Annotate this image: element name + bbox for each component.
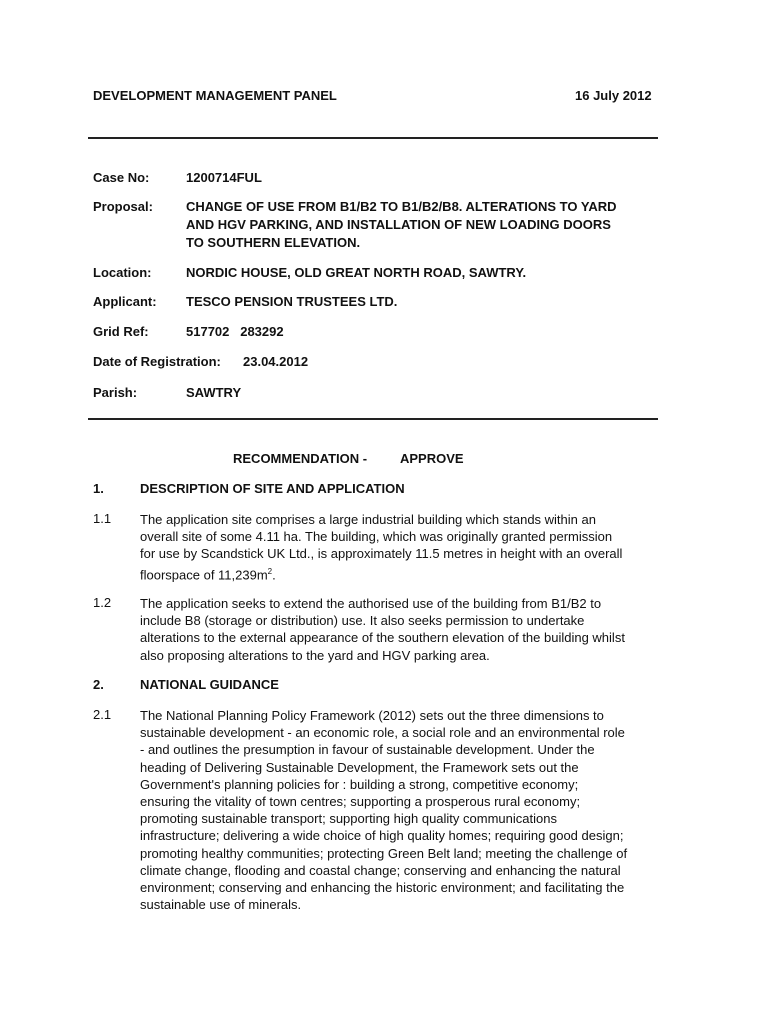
paragraph-line: The application seeks to extend the authorised use of the building from B1/B2 to — [140, 596, 602, 611]
divider-top — [88, 137, 658, 139]
paragraph-number: 1.2 — [93, 595, 112, 610]
paragraph-line: sustainable development - an economic role, a social role and an environmental role — [140, 725, 625, 741]
paragraph-line: ensuring the vitality of town centres; supporting a prosperous rural economy; — [140, 794, 581, 810]
proposal-line: TO SOUTHERN ELEVATION. — [186, 235, 361, 250]
grid-ref-value: 517702 283292 — [186, 324, 284, 339]
paragraph-line: for use by Scandstick UK Ltd., is approximately 11.5 metres in height with an overall — [140, 546, 623, 562]
floorspace-end: . — [272, 566, 276, 582]
paragraph-line: overall site of some 4.11 ha. The building, which was originally granted permission — [140, 529, 613, 545]
paragraph-line: climate change, flooding and coastal change; conserving and enhancing the natural — [140, 862, 621, 878]
paragraph-line: infrastructure; delivering a wide choice of high quality homes; requiring good design; — [140, 828, 624, 844]
divider-bottom — [88, 418, 658, 420]
paragraph-line: include B8 (storage or distribution) use. It also seeks permission to undertake — [140, 613, 585, 629]
case-no-value: 1200714FUL — [186, 170, 262, 185]
paragraph-body — [140, 707, 680, 913]
proposal-value — [186, 198, 666, 252]
paragraph-line: also proposing alterations to the yard and HGV parking area. — [140, 647, 490, 663]
paragraph-line: The National Planning Policy Framework (2012) sets out the three dimensions to — [140, 708, 604, 723]
paragraph-line: environment; conserving and enhancing the historic environment; and facilitating the — [140, 880, 625, 896]
proposal-line: AND HGV PARKING, AND INSTALLATION OF NEW LOADING DOORS — [186, 217, 611, 232]
case-no-label: Case No: — [93, 170, 150, 185]
superscript: 2 — [267, 566, 273, 576]
proposal-label: Proposal: — [93, 199, 153, 214]
panel-date: 16 July 2012 — [575, 88, 652, 103]
paragraph-line: Government's planning policies for : building a strong, competitive economy; — [140, 776, 579, 792]
applicant-label: Applicant: — [93, 294, 157, 309]
section-heading: NATIONAL GUIDANCE — [140, 677, 279, 692]
section-number: 1. — [93, 481, 104, 496]
grid-ref-label: Grid Ref: — [93, 324, 149, 339]
recommendation-value: APPROVE — [400, 451, 464, 466]
panel-title: DEVELOPMENT MANAGEMENT PANEL — [93, 88, 337, 103]
paragraph-number: 1.1 — [93, 511, 112, 526]
paragraph-line: promoting sustainable transport; supporting high quality communications — [140, 811, 557, 827]
proposal-line: CHANGE OF USE FROM B1/B2 TO B1/B2/B8. ALTERATIONS TO YARD — [186, 199, 617, 214]
recommendation-label: RECOMMENDATION - — [233, 451, 368, 466]
paragraph-body — [140, 511, 680, 583]
paragraph-number: 2.1 — [93, 707, 112, 722]
location-label: Location: — [93, 265, 152, 280]
parish-value: SAWTRY — [186, 385, 242, 400]
paragraph-line: alterations to the external appearance of the southern elevation of the building whilst — [140, 630, 625, 646]
applicant-value: TESCO PENSION TRUSTEES LTD. — [186, 294, 398, 309]
floorspace-text: floorspace of 11,239m — [140, 566, 268, 582]
parish-label: Parish: — [93, 385, 138, 400]
registration-date-value: 23.04.2012 — [243, 354, 309, 369]
location-value: NORDIC HOUSE, OLD GREAT NORTH ROAD, SAWTRY. — [186, 265, 527, 280]
paragraph-line: heading of Delivering Sustainable Development, the Framework sets out the — [140, 759, 579, 775]
section-number: 2. — [93, 677, 104, 692]
paragraph-body — [140, 595, 680, 664]
paragraph-line: The application site comprises a large industrial building which stands within an — [140, 512, 596, 527]
paragraph-line — [140, 563, 680, 584]
section-heading: DESCRIPTION OF SITE AND APPLICATION — [140, 481, 405, 496]
paragraph-line: sustainable use of minerals. — [140, 897, 302, 913]
paragraph-line: - and outlines the presumption in favour of sustainable development. Under the — [140, 742, 595, 758]
registration-date-label: Date of Registration: — [93, 354, 221, 369]
paragraph-line: promoting healthy communities; protecting Green Belt land; meeting the challenge of — [140, 845, 628, 861]
